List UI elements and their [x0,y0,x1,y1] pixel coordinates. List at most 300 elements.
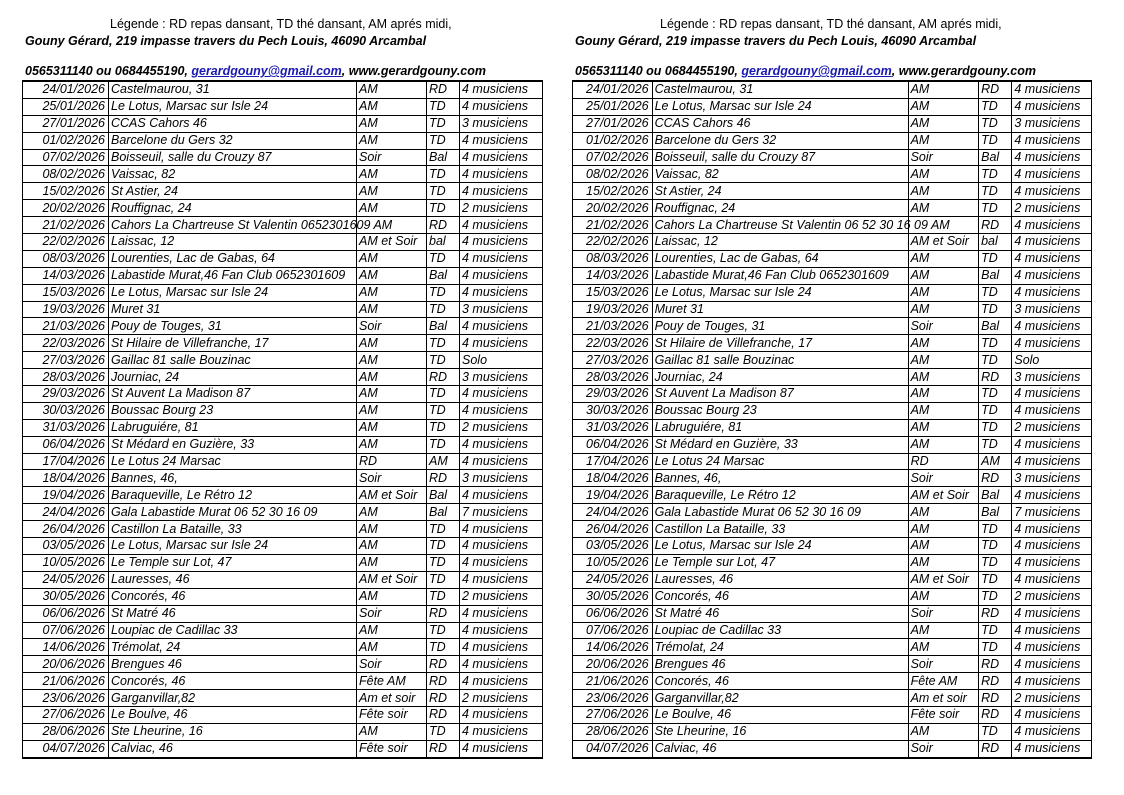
venue-cell: St Hilaire de Villefranche, 17 [109,335,357,352]
date-cell: 22/02/2026 [23,234,109,251]
event-type-cell: RD [979,740,1012,757]
event-type-cell: RD [427,605,460,622]
venue-cell: Labruguiére, 81 [109,419,357,436]
band-size-cell: 4 musiciens [460,234,543,251]
venue-cell: Pouy de Touges, 31 [652,318,908,335]
table-row [573,183,1092,200]
venue-cell: Journiac, 24 [109,369,357,386]
table-row [23,386,543,403]
event-type-cell: TD [427,335,460,352]
time-cell: AM [357,588,427,605]
schedule-table-right [572,80,1092,759]
band-size-cell: 4 musiciens [1012,284,1092,301]
band-size-cell: 4 musiciens [1012,386,1092,403]
table-row [573,386,1092,403]
time-cell: AM [908,166,979,183]
time-cell: AM [908,81,979,98]
band-size-cell: 2 musiciens [460,690,543,707]
time-cell: AM [357,521,427,538]
venue-cell: Boussac Bourg 23 [109,402,357,419]
event-type-cell: TD [979,115,1012,132]
table-row [573,98,1092,115]
time-cell: AM [357,723,427,740]
event-type-cell: Bal [979,149,1012,166]
venue-cell: Garganvillar,82 [652,690,908,707]
date-cell: 06/06/2026 [23,605,109,622]
band-size-cell: 2 musiciens [1012,419,1092,436]
event-type-cell: RD [427,81,460,98]
table-row [573,605,1092,622]
band-size-cell: 2 musiciens [1012,200,1092,217]
table-row [23,554,543,571]
venue-cell: Loupiac de Cadillac 33 [109,622,357,639]
time-cell: Soir [357,605,427,622]
band-size-cell: 4 musiciens [1012,217,1092,234]
table-row [23,267,543,284]
event-type-cell: TD [979,436,1012,453]
date-cell: 28/06/2026 [23,723,109,740]
time-cell: Fête soir [908,706,979,723]
date-cell: 20/06/2026 [573,656,653,673]
event-type-cell: RD [427,217,460,234]
event-type-cell: Bal [427,267,460,284]
event-type-cell: TD [979,538,1012,555]
band-size-cell: 4 musiciens [460,740,543,757]
band-size-cell: Solo [1012,352,1092,369]
event-type-cell: RD [427,656,460,673]
band-size-cell: 4 musiciens [1012,318,1092,335]
band-size-cell: 4 musiciens [1012,622,1092,639]
date-cell: 24/04/2026 [23,504,109,521]
contact-line [572,63,1092,80]
venue-cell: Le Temple sur Lot, 47 [652,554,908,571]
table-row [23,673,543,690]
venue-cell: Boisseuil, salle du Crouzy 87 [109,149,357,166]
date-cell: 29/03/2026 [573,386,653,403]
band-size-cell: 4 musiciens [460,217,543,234]
event-type-cell: TD [427,200,460,217]
date-cell: 20/02/2026 [23,200,109,217]
band-size-cell: 4 musiciens [1012,706,1092,723]
event-type-cell: TD [427,723,460,740]
table-row [23,436,543,453]
website-text: , www.gerardgouny.com [891,64,1037,78]
venue-cell: Vaissac, 82 [109,166,357,183]
time-cell: AM [908,335,979,352]
event-type-cell: TD [427,183,460,200]
band-size-cell: 4 musiciens [1012,453,1092,470]
time-cell: AM [357,419,427,436]
band-size-cell: 3 musiciens [460,115,543,132]
date-cell: 18/04/2026 [23,470,109,487]
date-cell: 28/06/2026 [573,723,653,740]
band-size-cell: 4 musiciens [1012,234,1092,251]
venue-cell: Labastide Murat,46 Fan Club 0652301609 [652,267,908,284]
event-type-cell: TD [427,301,460,318]
table-row [23,115,543,132]
time-cell: Fête AM [357,673,427,690]
time-cell: AM et Soir [908,487,979,504]
table-row [573,656,1092,673]
date-cell: 27/06/2026 [573,706,653,723]
table-row [23,605,543,622]
time-cell: AM [357,352,427,369]
time-cell: AM [908,622,979,639]
venue-cell: Labruguiére, 81 [652,419,908,436]
venue-cell: Le Lotus 24 Marsac [109,453,357,470]
band-size-cell: 4 musiciens [460,402,543,419]
table-row [573,690,1092,707]
band-size-cell: 4 musiciens [460,673,543,690]
band-size-cell: 4 musiciens [460,605,543,622]
date-cell: 07/02/2026 [23,149,109,166]
event-type-cell: RD [427,740,460,757]
date-cell: 22/02/2026 [573,234,653,251]
table-row [573,132,1092,149]
time-cell: AM [357,554,427,571]
date-cell: 31/03/2026 [573,419,653,436]
table-row [23,284,543,301]
time-cell: AM [357,183,427,200]
event-type-cell: TD [979,622,1012,639]
date-cell: 27/03/2026 [23,352,109,369]
time-cell: AM [357,301,427,318]
table-row [23,183,543,200]
band-size-cell: 4 musiciens [460,250,543,267]
band-size-cell: 4 musiciens [460,149,543,166]
venue-cell: Le Lotus 24 Marsac [652,453,908,470]
time-cell: AM [357,115,427,132]
venue-cell: Le Boulve, 46 [652,706,908,723]
event-type-cell: RD [979,605,1012,622]
time-cell: Soir [357,318,427,335]
event-type-cell: AM [427,453,460,470]
event-type-cell: TD [979,250,1012,267]
venue-cell: Brengues 46 [652,656,908,673]
time-cell: AM [357,504,427,521]
band-size-cell: 3 musiciens [460,301,543,318]
band-size-cell: 4 musiciens [460,335,543,352]
event-type-cell: Bal [427,487,460,504]
event-type-cell: RD [979,690,1012,707]
table-row [23,369,543,386]
band-size-cell: 4 musiciens [1012,538,1092,555]
band-size-cell: 4 musiciens [460,318,543,335]
table-row [573,470,1092,487]
table-row [23,740,543,757]
time-cell: Soir [357,470,427,487]
event-type-cell: TD [427,402,460,419]
date-cell: 06/04/2026 [23,436,109,453]
venue-cell: Le Lotus, Marsac sur Isle 24 [109,284,357,301]
date-cell: 24/04/2026 [573,504,653,521]
date-cell: 27/01/2026 [573,115,653,132]
band-size-cell: 3 musiciens [460,470,543,487]
venue-cell: Journiac, 24 [652,369,908,386]
table-row [23,588,543,605]
time-cell: AM [908,521,979,538]
date-cell: 14/03/2026 [23,267,109,284]
time-cell: AM [357,402,427,419]
venue-cell: Loupiac de Cadillac 33 [652,622,908,639]
band-size-cell: 4 musiciens [1012,656,1092,673]
event-type-cell: TD [979,335,1012,352]
date-cell: 25/01/2026 [23,98,109,115]
date-cell: 06/04/2026 [573,436,653,453]
venue-cell: Barcelone du Gers 32 [109,132,357,149]
band-size-cell: 4 musiciens [1012,166,1092,183]
date-cell: 24/05/2026 [23,571,109,588]
venue-cell: Gaillac 81 salle Bouzinac [652,352,908,369]
event-type-cell: TD [427,352,460,369]
venue-cell: Castelmaurou, 31 [652,81,908,98]
band-size-cell: 4 musiciens [460,183,543,200]
time-cell: AM [908,369,979,386]
table-row [23,419,543,436]
event-type-cell: TD [427,419,460,436]
event-type-cell: TD [427,639,460,656]
venue-cell: Baraqueville, Le Rétro 12 [652,487,908,504]
event-type-cell: RD [979,673,1012,690]
date-cell: 21/03/2026 [573,318,653,335]
venue-cell: Le Lotus, Marsac sur Isle 24 [652,284,908,301]
band-size-cell: 4 musiciens [460,571,543,588]
time-cell: AM [908,352,979,369]
venue-cell: Castelmaurou, 31 [109,81,357,98]
venue-cell: Garganvillar,82 [109,690,357,707]
table-row [23,723,543,740]
band-size-cell: 4 musiciens [1012,740,1092,757]
time-cell: AM [908,301,979,318]
table-row [23,487,543,504]
event-type-cell: TD [979,419,1012,436]
table-row [23,521,543,538]
venue-cell: Castillon La Bataille, 33 [652,521,908,538]
band-size-cell: 4 musiciens [1012,521,1092,538]
date-cell: 22/03/2026 [23,335,109,352]
venue-cell: Le Temple sur Lot, 47 [109,554,357,571]
date-cell: 20/06/2026 [23,656,109,673]
band-size-cell: 2 musiciens [460,588,543,605]
time-cell: Soir [908,318,979,335]
date-cell: 24/05/2026 [573,571,653,588]
email-link[interactable]: gerardgouny@gmail.com [191,64,342,78]
schedule-table-left [22,80,543,759]
band-size-cell: 4 musiciens [1012,639,1092,656]
event-type-cell: TD [427,436,460,453]
band-size-cell: 3 musiciens [1012,369,1092,386]
band-size-cell: 4 musiciens [460,98,543,115]
date-cell: 28/03/2026 [573,369,653,386]
band-size-cell: 3 musiciens [1012,301,1092,318]
venue-cell: Labastide Murat,46 Fan Club 0652301609 [109,267,357,284]
time-cell: AM [908,200,979,217]
venue-cell: St Médard en Guzière, 33 [652,436,908,453]
venue-cell: St Médard en Guzière, 33 [109,436,357,453]
time-cell: RD [908,453,979,470]
venue-cell: Le Lotus, Marsac sur Isle 24 [652,538,908,555]
date-cell: 19/03/2026 [23,301,109,318]
event-type-cell: TD [427,284,460,301]
event-type-cell: Bal [427,504,460,521]
band-size-cell: 4 musiciens [460,386,543,403]
band-size-cell: 4 musiciens [1012,723,1092,740]
table-row [573,673,1092,690]
venue-cell: Lauresses, 46 [109,571,357,588]
venue-cell: Cahors La Chartreuse St Valentin 06 52 30 16 09 AM [652,217,908,234]
time-cell: Soir [908,470,979,487]
venue-cell: Concorés, 46 [652,673,908,690]
legend-text: Légende : RD repas dansant, TD thé dansant, AM aprés midi, [110,17,452,31]
schedule-panel-left [22,16,542,759]
time-cell: AM [908,538,979,555]
table-row [23,132,543,149]
time-cell: AM [357,200,427,217]
venue-cell: Gala Labastide Murat 06 52 30 16 09 [109,504,357,521]
venue-cell: Calviac, 46 [109,740,357,757]
time-cell: AM [908,402,979,419]
table-row [573,301,1092,318]
band-size-cell: 4 musiciens [460,521,543,538]
time-cell: Soir [908,656,979,673]
venue-cell: Laissac, 12 [652,234,908,251]
date-cell: 21/06/2026 [573,673,653,690]
event-type-cell: RD [979,81,1012,98]
date-cell: 17/04/2026 [23,453,109,470]
time-cell: AM [357,386,427,403]
venue-cell: Vaissac, 82 [652,166,908,183]
table-row [23,538,543,555]
table-row [573,217,1092,234]
event-type-cell: TD [979,200,1012,217]
event-type-cell: TD [979,639,1012,656]
event-type-cell: RD [427,369,460,386]
venue-cell: St Matré 46 [652,605,908,622]
event-type-cell: TD [979,284,1012,301]
venue-cell: St Hilaire de Villefranche, 17 [652,335,908,352]
venue-cell: Concorés, 46 [109,673,357,690]
time-cell: Fête soir [357,706,427,723]
date-cell: 07/06/2026 [23,622,109,639]
event-type-cell: Bal [427,318,460,335]
time-cell: Soir [357,656,427,673]
event-type-cell: TD [427,571,460,588]
phone-numbers: 0565311140 ou 0684455190, [575,64,742,78]
event-type-cell: TD [979,402,1012,419]
band-size-cell: 2 musiciens [460,419,543,436]
table-row [573,453,1092,470]
table-row [573,504,1092,521]
event-type-cell: TD [979,386,1012,403]
table-row [23,318,543,335]
band-size-cell: 4 musiciens [1012,605,1092,622]
date-cell: 08/03/2026 [23,250,109,267]
date-cell: 03/05/2026 [23,538,109,555]
time-cell: Am et soir [357,690,427,707]
table-row [573,115,1092,132]
time-cell: AM [357,98,427,115]
time-cell: AM et Soir [357,234,427,251]
event-type-cell: RD [979,706,1012,723]
time-cell: Soir [357,149,427,166]
time-cell: AM [908,115,979,132]
date-cell: 07/02/2026 [573,149,653,166]
time-cell: AM [908,250,979,267]
date-cell: 07/06/2026 [573,622,653,639]
table-row [573,81,1092,98]
time-cell: AM [908,639,979,656]
band-size-cell: 2 musiciens [1012,690,1092,707]
band-size-cell: 4 musiciens [1012,98,1092,115]
date-cell: 14/03/2026 [573,267,653,284]
time-cell: AM [908,267,979,284]
event-type-cell: TD [427,166,460,183]
time-cell: AM [357,538,427,555]
table-row [23,217,543,234]
date-cell: 19/04/2026 [23,487,109,504]
event-type-cell: TD [979,588,1012,605]
table-row [573,267,1092,284]
band-size-cell: 4 musiciens [1012,250,1092,267]
date-cell: 24/01/2026 [23,81,109,98]
venue-cell: Trémolat, 24 [652,639,908,656]
table-row [573,588,1092,605]
event-type-cell: Bal [979,267,1012,284]
band-size-cell: 3 musiciens [1012,470,1092,487]
table-row [23,402,543,419]
event-type-cell: RD [979,656,1012,673]
event-type-cell: TD [979,98,1012,115]
time-cell: Soir [908,605,979,622]
date-cell: 15/03/2026 [23,284,109,301]
band-size-cell: Solo [460,352,543,369]
date-cell: 21/03/2026 [23,318,109,335]
band-size-cell: 4 musiciens [460,166,543,183]
event-type-cell: TD [427,588,460,605]
venue-cell: Cahors La Chartreuse St Valentin 0652301609 AM [109,217,357,234]
table-row [573,521,1092,538]
table-row [23,639,543,656]
date-cell: 27/01/2026 [23,115,109,132]
venue-cell: Rouffignac, 24 [109,200,357,217]
table-row [573,554,1092,571]
table-row [23,504,543,521]
date-cell: 10/05/2026 [23,554,109,571]
venue-cell: Pouy de Touges, 31 [109,318,357,335]
date-cell: 19/03/2026 [573,301,653,318]
time-cell: AM [357,639,427,656]
table-row [23,166,543,183]
date-cell: 10/05/2026 [573,554,653,571]
time-cell: AM [908,504,979,521]
event-type-cell: TD [427,386,460,403]
email-link[interactable]: gerardgouny@gmail.com [741,64,892,78]
venue-cell: Boussac Bourg 23 [652,402,908,419]
band-size-cell: 4 musiciens [1012,487,1092,504]
venue-cell: Concorés, 46 [652,588,908,605]
venue-cell: St Matré 46 [109,605,357,622]
table-row [23,234,543,251]
event-type-cell: TD [979,166,1012,183]
band-size-cell: 2 musiciens [460,200,543,217]
band-size-cell: 4 musiciens [460,453,543,470]
event-type-cell: RD [979,369,1012,386]
time-cell: AM [357,132,427,149]
event-type-cell: TD [979,132,1012,149]
event-type-cell: TD [427,250,460,267]
table-row [573,402,1092,419]
table-row [573,352,1092,369]
